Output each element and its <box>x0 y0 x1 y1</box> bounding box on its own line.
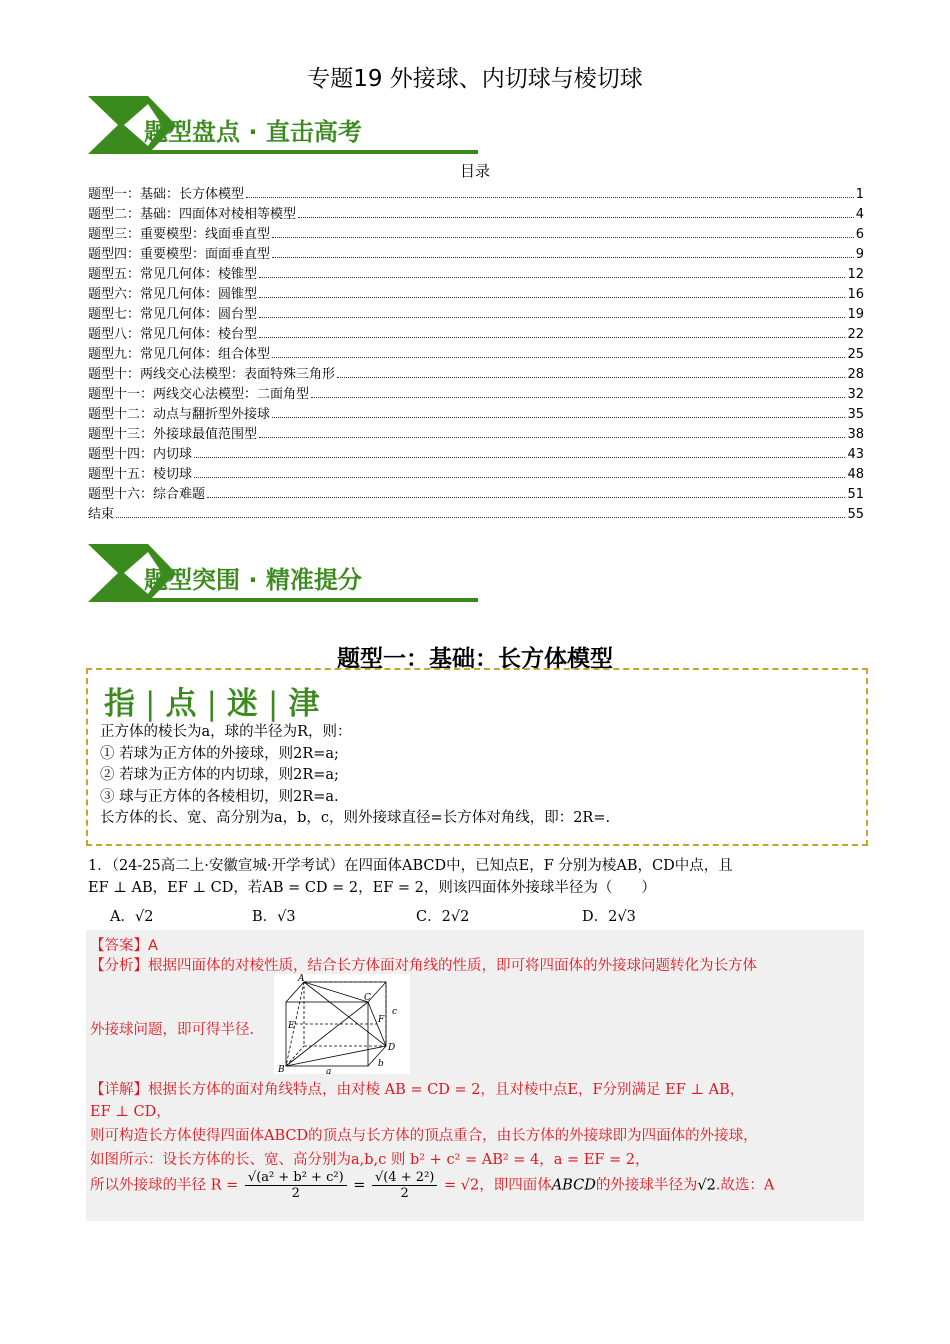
tip-line: ① 若球为正方体的外接球，则2R=a; <box>100 745 339 762</box>
toc-item[interactable] <box>88 322 864 342</box>
toc-item[interactable] <box>88 382 864 402</box>
toc-item-label: 题型六：常见几何体：圆锥型 <box>88 287 258 302</box>
toc-item[interactable] <box>88 342 864 362</box>
toc-leader-dots <box>259 337 845 338</box>
question-line: EF ⊥ AB，EF ⊥ CD，若AB = CD = 2，EF = 2，则该四面体外接球半径为（ ） <box>88 880 656 896</box>
toc-item[interactable] <box>88 262 864 282</box>
toc-item-label: 题型八：常见几何体：棱台型 <box>88 327 258 342</box>
label-b-edge: b <box>378 1059 384 1069</box>
toc-leader-dots <box>259 317 845 318</box>
detail-line-formula: 所以外接球的半径 R = $\frac{\text{√(a² + b² + c²)}}{2}$ = $\frac{\text{√(4 + 2²)}}{2}$ = √2，即四面体ABCD的外接球半径为√2.故选：A <box>90 1170 775 1201</box>
toc-item-page: 9 <box>855 247 864 262</box>
toc-item-label: 题型五：常见几何体：棱锥型 <box>88 267 258 282</box>
tip-line: ② 若球为正方体的内切球，则2R=a; <box>100 767 339 783</box>
toc-item[interactable] <box>88 282 864 302</box>
toc-item-page: 28 <box>847 367 864 382</box>
toc-item[interactable] <box>88 222 864 242</box>
toc-leader-dots <box>194 477 845 478</box>
answer-line: 【答案】A <box>90 938 158 954</box>
toc-item-label: 题型十六：综合难题 <box>88 487 206 502</box>
toc-leader-dots <box>259 437 845 438</box>
toc-leader-dots <box>259 297 845 298</box>
toc-item[interactable] <box>88 462 864 482</box>
toc-item-label: 题型三：重要模型：线面垂直型 <box>88 227 271 242</box>
toc-item[interactable] <box>88 422 864 442</box>
toc-leader-dots <box>298 217 854 218</box>
toc-item-label: 题型九：常见几何体：组合体型 <box>88 347 271 362</box>
toc-leader-dots <box>311 397 845 398</box>
detail-line: 则可构造长方体使得四面体ABCD的顶点与长方体的顶点重合，由长方体的外接球即为四面体的外接球， <box>90 1128 758 1144</box>
toc-item[interactable] <box>88 302 864 322</box>
banner2-text: 题型突围 · 精准提分 <box>144 566 362 594</box>
toc-item-label: 题型十五：棱切球 <box>88 467 193 482</box>
toc-item-page: 51 <box>847 487 864 502</box>
label-a: A <box>298 974 305 984</box>
tip-line: 长方体的长、宽、高分别为a，b，c，则外接球直径=长方体对角线，即：2R=. <box>100 810 611 826</box>
label-a-edge: a <box>326 1067 332 1074</box>
toc-item-label: 结束 <box>88 507 115 522</box>
toc-leader-dots <box>246 197 854 198</box>
toc-item-page: 19 <box>847 307 864 322</box>
toc-item-label: 题型十二：动点与翻折型外接球 <box>88 407 271 422</box>
toc-item-label: 题型十一：两线交心法模型：二面角型 <box>88 387 310 402</box>
tip-line: ③ 球与正方体的各棱相切，则2R=a. <box>100 788 339 805</box>
detail-line: EF ⊥ CD， <box>90 1104 171 1120</box>
document-title: 专题19 外接球、内切球与棱切球 <box>307 66 643 92</box>
tip-line: 正方体的棱长为a，球的半径为R，则： <box>100 724 352 740</box>
toc-item-page: 55 <box>847 507 864 522</box>
table-of-contents <box>88 182 864 522</box>
analysis-line: 外接球问题，即可得半径. <box>90 1022 255 1038</box>
fraction: $\frac{\text{√(4 + 2²)}}{2}$ <box>372 1170 437 1201</box>
toc-item-page: 12 <box>847 267 864 282</box>
toc-leader-dots <box>207 497 845 498</box>
choice-a[interactable]: A．√2 <box>110 909 154 925</box>
toc-leader-dots <box>116 517 845 518</box>
toc-leader-dots <box>272 237 854 238</box>
toc-item-label: 题型二：基础：四面体对棱相等模型 <box>88 207 297 222</box>
toc-item-label: 题型一：基础：长方体模型 <box>88 187 245 202</box>
banner-graphic <box>88 94 478 156</box>
toc-item-label: 题型十四：内切球 <box>88 447 193 462</box>
toc-leader-dots <box>272 357 845 358</box>
toc-item-label: 题型十：两线交心法模型：表面特殊三角形 <box>88 367 336 382</box>
toc-leader-dots <box>194 457 845 458</box>
answer-panel <box>86 930 864 1221</box>
banner1-text: 题型盘点 · 直击高考 <box>144 118 362 146</box>
toc-leader-dots <box>272 417 845 418</box>
fraction: $\frac{\text{√(a² + b² + c²)}}{2}$ <box>245 1170 347 1201</box>
cuboid-figure <box>274 974 410 1074</box>
analysis-line: 【分析】根据四面体的对棱性质，结合长方体面对角线的性质，即可将四面体的外接球问题转化为长方体 <box>90 958 757 974</box>
toc-item[interactable] <box>88 362 864 382</box>
toc-item[interactable] <box>88 242 864 262</box>
banner-graphic <box>88 542 478 604</box>
toc-item-page: 38 <box>847 427 864 442</box>
toc-item[interactable] <box>88 402 864 422</box>
toc-item[interactable] <box>88 502 864 522</box>
toc-item[interactable] <box>88 182 864 202</box>
choice-c[interactable]: C．2√2 <box>416 909 470 925</box>
toc-item-page: 6 <box>855 227 864 242</box>
tip-content <box>100 722 610 830</box>
toc-item-page: 43 <box>847 447 864 462</box>
detail-line: 【详解】根据长方体的面对角线特点，由对棱 AB = CD = 2，且对棱中点E，F分别满足 EF ⊥ AB， <box>90 1082 745 1098</box>
toc-item-page: 48 <box>847 467 864 482</box>
tip-header: 指 | 点 | 迷 | 津 <box>104 686 322 722</box>
cuboid-diagram <box>274 974 410 1074</box>
label-c-edge: c <box>392 1007 398 1017</box>
toc-item-label: 题型四：重要模型：面面垂直型 <box>88 247 271 262</box>
label-d: D <box>388 1043 396 1053</box>
toc-item-page: 32 <box>847 387 864 402</box>
label-c: C <box>364 993 371 1003</box>
toc-item[interactable] <box>88 442 864 462</box>
toc-item-page: 25 <box>847 347 864 362</box>
detail-line: 如图所示：设长方体的长、宽、高分别为a,b,c 则 b² + c² = AB² = 4，a = EF = 2， <box>90 1152 650 1168</box>
toc-item-page: 35 <box>847 407 864 422</box>
toc-item-label: 题型七：常见几何体：圆台型 <box>88 307 258 322</box>
label-e: E <box>288 1021 295 1031</box>
toc-leader-dots <box>337 377 845 378</box>
question-line: 1．（24-25高二上·安徽宣城·开学考试）在四面体ABCD中，已知点E，F 分别为棱AB，CD中点，且 <box>88 858 733 874</box>
tip-box <box>86 668 868 846</box>
toc-item-page: 16 <box>847 287 864 302</box>
toc-title: 目录 <box>459 162 490 180</box>
question-text <box>88 855 868 899</box>
toc-item[interactable] <box>88 202 864 222</box>
label-b: B <box>278 1065 285 1074</box>
label-f: F <box>378 1015 385 1025</box>
section-banner-practice <box>88 542 478 604</box>
choice-d[interactable]: D．2√3 <box>582 909 636 925</box>
section-heading: 题型一：基础：长方体模型 <box>337 646 613 672</box>
section-banner-overview <box>88 94 478 156</box>
toc-item-label: 题型十三：外接球最值范围型 <box>88 427 258 442</box>
toc-leader-dots <box>272 257 854 258</box>
toc-leader-dots <box>259 277 845 278</box>
toc-item-page: 4 <box>855 207 864 222</box>
choice-b[interactable]: B．√3 <box>252 909 296 925</box>
toc-item-page: 22 <box>847 327 864 342</box>
toc-item-page: 1 <box>855 187 864 202</box>
toc-item[interactable] <box>88 482 864 502</box>
